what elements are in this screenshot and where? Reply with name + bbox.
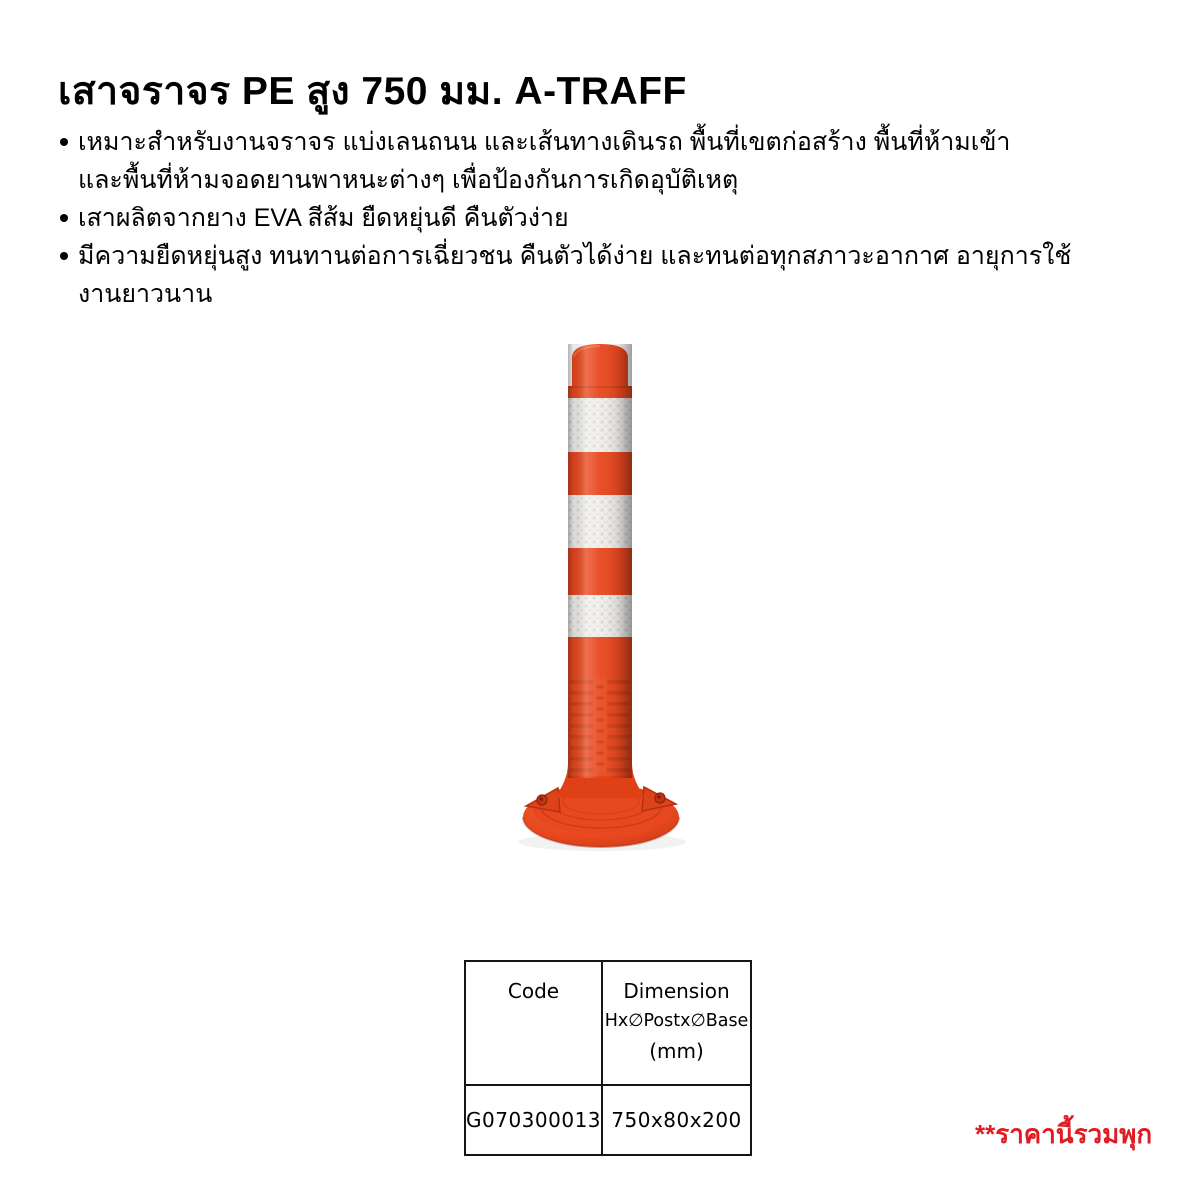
bullet-icon xyxy=(60,138,68,146)
dimension-header-line3: (mm) xyxy=(649,1039,704,1063)
feature-text xyxy=(78,123,1010,199)
cell-product-code: G070300013 xyxy=(465,1085,602,1155)
table-header-row xyxy=(465,961,751,1085)
feature-line: เสาผลิตจากยาง EVA สีส้ม ยืดหยุ่นดี คืนตัวง่าย xyxy=(78,204,569,232)
spec-table xyxy=(464,960,752,1156)
feature-line: และพื้นที่ห้ามจอดยานพาหนะต่างๆ เพื่อป้องกันการเกิดอุบัติเหตุ xyxy=(78,166,739,194)
list-item xyxy=(60,123,1100,199)
bullet-icon xyxy=(60,252,68,260)
cell-product-dimension: 750x80x200 xyxy=(602,1085,751,1155)
feature-text xyxy=(78,237,1100,313)
feature-line: มีความยืดหยุ่นสูง ทนทานต่อการเฉี่ยวชน คืนตัวได้ง่าย และทนต่อทุกสภาวะอากาศ อายุการใช้งานยาวนาน xyxy=(78,242,1072,308)
feature-line: เหมาะสำหรับงานจราจร แบ่งเลนถนน และเส้นทางเดินรถ พื้นที่เขตก่อสร้าง พื้นที่ห้ามเข้า xyxy=(78,128,1011,156)
dimension-header-line1: Dimension xyxy=(623,979,730,1003)
price-note: **ราคานี้รวมพุก xyxy=(975,1119,1153,1149)
bullet-icon xyxy=(60,214,68,222)
list-item xyxy=(60,237,1100,313)
page-title: เสาจราจร PE สูง 750 มม. A-TRAFF xyxy=(58,70,687,113)
list-item xyxy=(60,199,1100,237)
product-photo-traffic-post xyxy=(470,330,730,860)
col-header-code xyxy=(465,961,602,1085)
col-header-code-label: Code xyxy=(507,979,560,1003)
traffic-post-illustration xyxy=(470,330,730,860)
feature-list xyxy=(60,123,1100,313)
feature-text xyxy=(78,199,569,237)
table-row xyxy=(465,1085,751,1155)
dimension-header-line2: Hx∅Postx∅Base xyxy=(604,1011,749,1031)
col-header-dimension xyxy=(602,961,751,1085)
